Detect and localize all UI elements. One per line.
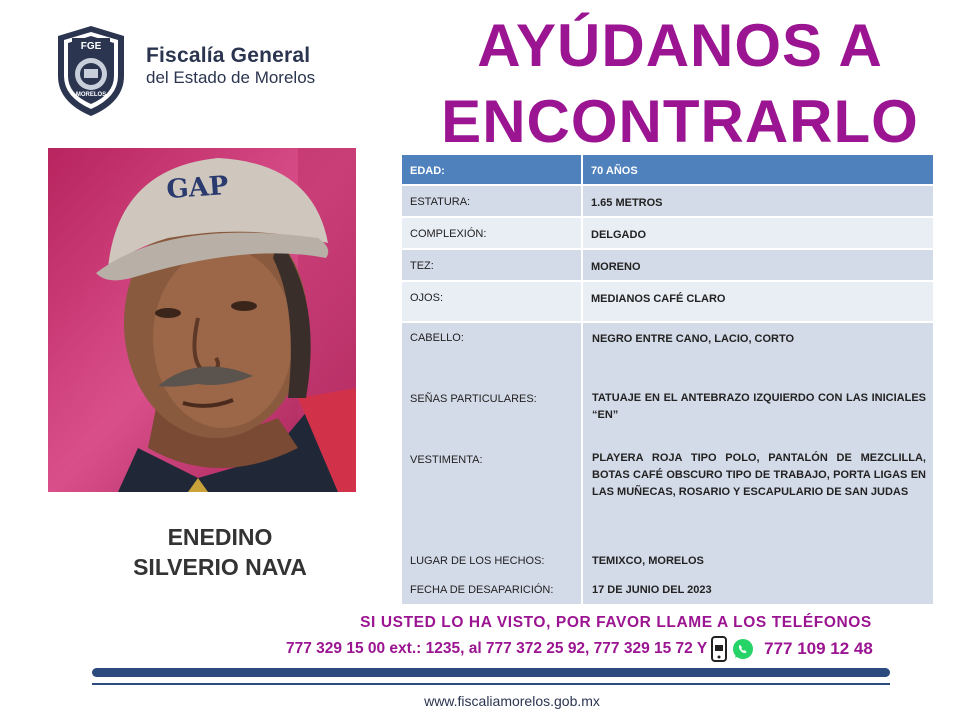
missing-person-photo [48,148,356,492]
detail-value: 70 AÑOS [591,165,638,177]
detail-value: MEDIANOS CAFÉ CLARO [591,293,726,305]
divider-line [92,683,890,685]
detail-label: OJOS: [402,282,583,321]
detail-value: TEMIXCO, MORELOS [592,555,704,567]
detail-label: ESTATURA: [402,186,583,216]
details-extended [402,323,933,604]
detail-value: 17 DE JUNIO DEL 2023 [592,584,712,596]
table-row [402,282,933,323]
website-link[interactable]: www.fiscaliamorelos.gob.mx [424,693,600,709]
detail-value: 1.65 METROS [591,197,663,209]
detail-label: VESTIMENTA: [410,454,483,466]
detail-label: CABELLO: [410,332,464,344]
whatsapp-icon [732,638,754,660]
headline-line-1: AYÚDANOS A [477,12,883,79]
table-row [402,155,933,186]
organization-line-1: Fiscalía General [146,44,311,67]
person-name-line-1: ENEDINO [167,524,273,550]
detail-value: TATUAJE EN EL ANTEBRAZO IZQUIERDO CON LAS INICIALES “EN” [592,392,926,421]
phone-icon [711,636,727,662]
headline-line-2: ENCONTRARLO [441,88,919,155]
table-row [402,186,933,218]
organization-name [146,44,315,88]
fge-badge-logo [54,24,128,118]
phone-numbers [286,636,873,662]
phone-list: 777 329 15 00 ext.: 1235, al 777 372 25 92, 777 329 15 72 Y [286,640,708,657]
detail-label: SEÑAS PARTICULARES: [410,393,537,405]
detail-value: PLAYERA ROJA TIPO POLO, PANTALÓN DE MEZCLILLA, BOTAS CAFÉ OBSCURO TIPO DE TRABAJO, PORTA LIGAS EN LAS MUÑECAS, ROSARIO Y ESCAPULARIO DE SAN JUDAS [592,452,926,498]
badge-bottom-text: MORELOS [75,92,107,98]
table-row [402,250,933,282]
cap-text: GAP [165,170,230,206]
detail-label: COMPLEXIÓN: [402,218,583,248]
detail-value: DELGADO [591,229,646,241]
organization-line-2: del Estado de Morelos [146,68,316,87]
detail-value: MORENO [591,261,641,273]
detail-label: LUGAR DE LOS HECHOS: [410,555,545,567]
detail-label: TEZ: [402,250,583,280]
whatsapp-number: 777 109 12 48 [764,639,873,658]
person-name-line-2: SILVERIO NAVA [133,554,307,580]
badge-text: FGE [80,41,102,52]
divider-bar [92,668,890,677]
detail-value: NEGRO ENTRE CANO, LACIO, CORTO [592,333,795,345]
detail-label: EDAD: [402,155,583,184]
detail-label: FECHA DE DESAPARICIÓN: [410,584,554,596]
table-row [402,218,933,250]
call-to-action-line: SI USTED LO HA VISTO, POR FAVOR LLAME A LOS TELÉFONOS [360,614,872,631]
